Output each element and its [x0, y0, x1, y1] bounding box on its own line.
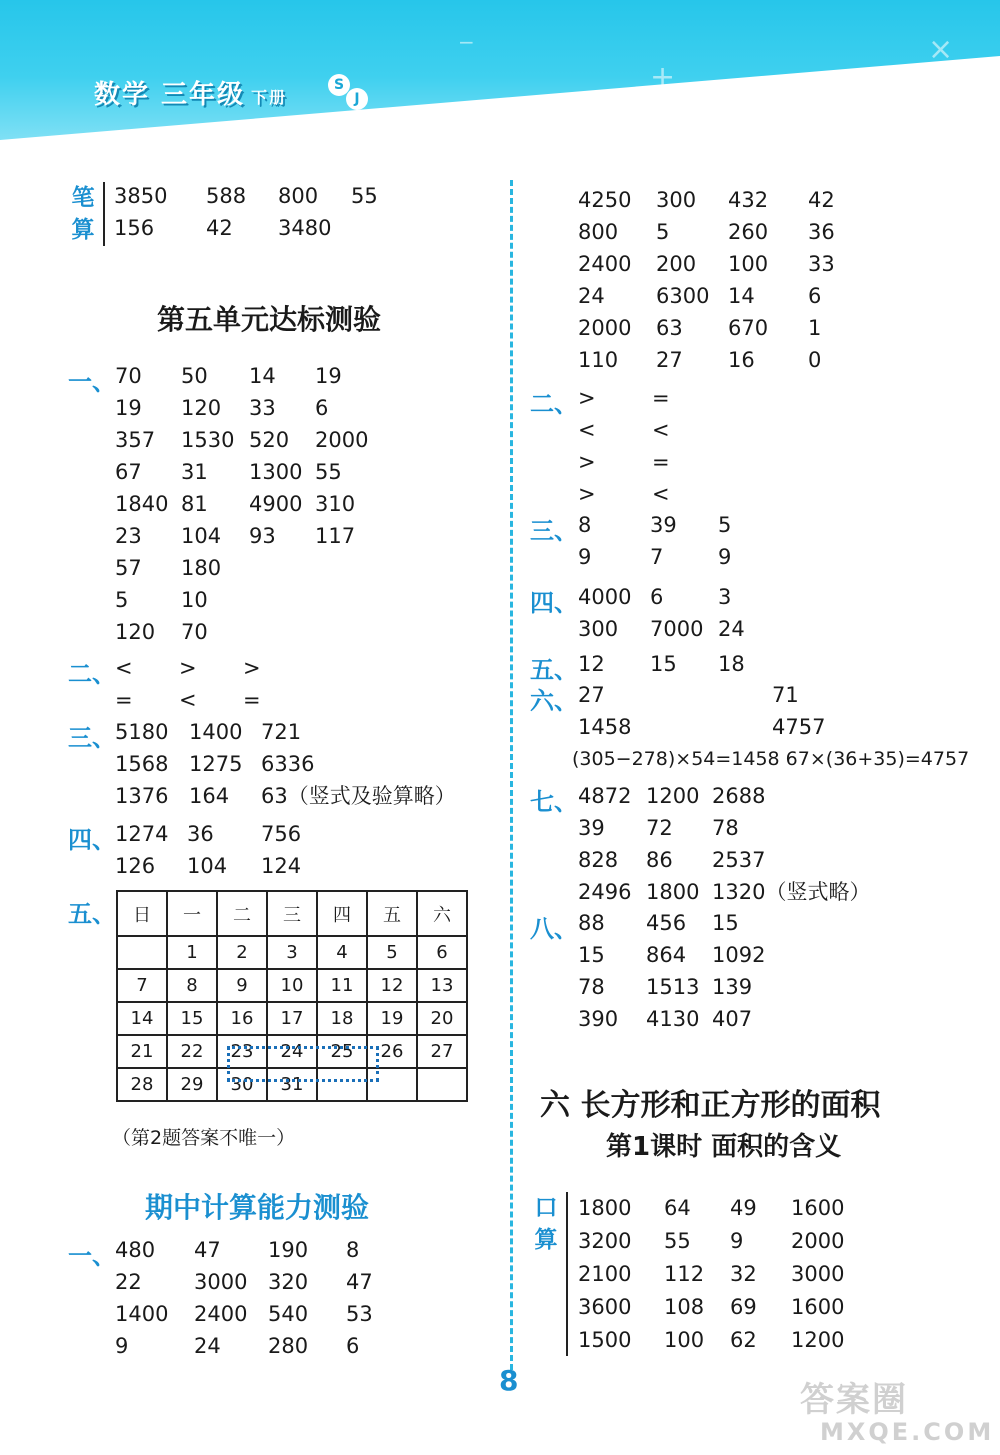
calendar-day-cell: 25	[317, 1035, 367, 1068]
answer-value: 69	[730, 1295, 757, 1319]
question-number-label: 一、	[68, 367, 116, 396]
answer-value: =	[652, 450, 670, 474]
answer-value: 55	[351, 184, 378, 208]
answer-value: 42	[808, 188, 835, 212]
answer-value: 15	[578, 943, 605, 967]
calendar-day-cell: 17	[267, 1002, 317, 1035]
watermark-logo: 答案圈	[800, 1380, 908, 1420]
answer-value: 23	[115, 524, 142, 548]
answer-value: 8	[578, 513, 592, 537]
answer-value: 5	[718, 513, 732, 537]
answer-value: 14	[728, 284, 755, 308]
answer-value: 70	[181, 620, 208, 644]
book-volume: 下册	[251, 88, 288, 107]
answer-value: 540	[268, 1302, 309, 1326]
answer-value: <	[578, 418, 596, 442]
answer-value: 1200	[791, 1328, 845, 1352]
calendar-week-row	[117, 936, 467, 969]
calendar-note: （第2题答案不唯一）	[112, 1127, 296, 1149]
answer-value: >	[179, 656, 197, 680]
answer-value: 3000	[791, 1262, 845, 1286]
weekday-header: 一	[167, 891, 217, 936]
answer-value: 124	[261, 854, 302, 878]
answer-value: 4000	[578, 585, 632, 609]
answer-value: 1	[808, 316, 822, 340]
question-number-label: 三、	[530, 516, 578, 545]
calendar-day-cell: 8	[167, 969, 217, 1002]
answer-value: 47	[346, 1270, 373, 1294]
answer-value: 7	[650, 545, 664, 569]
answer-value: 78	[712, 816, 739, 840]
page-number: 8	[499, 1364, 519, 1397]
calendar-day-cell	[117, 936, 167, 969]
calendar-day-cell: 28	[117, 1068, 167, 1101]
calendar-day-cell: 6	[417, 936, 467, 969]
answer-value: 1513	[646, 975, 700, 999]
calendar-day-cell: 27	[417, 1035, 467, 1068]
answer-value: =	[115, 688, 133, 712]
weekday-header: 二	[217, 891, 267, 936]
answer-value: 828	[578, 848, 619, 872]
calendar-day-cell: 29	[167, 1068, 217, 1101]
weekday-header: 日	[117, 891, 167, 936]
answer-value: 63	[656, 316, 683, 340]
answer-value: 3	[718, 585, 732, 609]
answer-value: 800	[278, 184, 319, 208]
answer-value: 55	[315, 460, 342, 484]
answer-value: 180	[181, 556, 222, 580]
logo-j-badge: J	[346, 88, 368, 110]
answer-value: 6	[346, 1334, 360, 1358]
logo-s-badge: S	[328, 74, 350, 96]
answer-value: 120	[181, 396, 222, 420]
calendar-day-cell: 31	[267, 1068, 317, 1101]
answer-value: 33	[808, 252, 835, 276]
lesson-title: 第1课时 面积的含义	[606, 1132, 842, 1162]
watermark-url: MXQE.COM	[820, 1418, 995, 1446]
question-number-label: 一、	[68, 1241, 116, 1270]
answer-value: 4872	[578, 784, 632, 808]
answer-value: 588	[206, 184, 247, 208]
answer-value: 2400	[578, 252, 632, 276]
calendar-day-cell: 18	[317, 1002, 367, 1035]
header-banner	[0, 0, 1000, 140]
question-number-label: 七、	[530, 787, 578, 816]
calendar-day-cell: 16	[217, 1002, 267, 1035]
answer-value: 70	[115, 364, 142, 388]
plus-sign-icon: +	[650, 60, 676, 95]
calendar-day-cell: 21	[117, 1035, 167, 1068]
answer-value: 6336	[261, 752, 315, 776]
answer-value: 2537	[712, 848, 766, 872]
answer-value: 310	[315, 492, 356, 516]
answer-value: 2000	[578, 316, 632, 340]
weekday-header: 四	[317, 891, 367, 936]
midterm-title: 期中计算能力测验	[145, 1191, 370, 1224]
answer-value: 71	[772, 683, 799, 707]
answer-value: 2688	[712, 784, 766, 808]
answer-value: 24	[578, 284, 605, 308]
answer-value: 260	[728, 220, 769, 244]
answer-value: 190	[268, 1238, 309, 1262]
answer-value: 320	[268, 1270, 309, 1294]
answer-value: 36	[187, 822, 214, 846]
publisher-logo	[328, 74, 370, 110]
answer-value: 9	[578, 545, 592, 569]
answer-value: 100	[728, 252, 769, 276]
calendar-header-row	[117, 891, 467, 936]
answer-value: 16	[728, 348, 755, 372]
answer-value: <	[115, 656, 133, 680]
answer-value: 3000	[194, 1270, 248, 1294]
answer-value: 18	[718, 652, 745, 676]
answer-value: 72	[646, 816, 673, 840]
answer-value: 10	[181, 588, 208, 612]
answer-value: 4130	[646, 1007, 700, 1031]
answer-value: 357	[115, 428, 156, 452]
answer-value: 7000	[650, 617, 704, 641]
answer-value: 88	[578, 911, 605, 935]
answer-value: <	[652, 482, 670, 506]
question-number-label: 八、	[530, 914, 578, 943]
answer-value: 390	[578, 1007, 619, 1031]
answer-value: 1458	[578, 715, 632, 739]
calendar-day-cell	[417, 1068, 467, 1101]
written-calc-label: 算	[71, 217, 95, 243]
answer-value: 156	[114, 216, 155, 240]
mental-calc-label: 算	[534, 1227, 558, 1253]
answer-value: 22	[115, 1270, 142, 1294]
answer-value: 93	[249, 524, 276, 548]
question-number-label: 三、	[68, 723, 116, 752]
answer-value: 86	[646, 848, 673, 872]
answer-value: >	[578, 386, 596, 410]
answer-value: 62	[730, 1328, 757, 1352]
answer-value: 300	[578, 617, 619, 641]
answer-value: 1300	[249, 460, 303, 484]
answer-value: 6	[315, 396, 329, 420]
answer-value: 2100	[578, 1262, 632, 1286]
answer-value: 24	[718, 617, 745, 641]
answer-value: 164	[189, 784, 230, 808]
question-number-label: 二、	[68, 659, 116, 688]
answer-value: 1600	[791, 1196, 845, 1220]
answer-value: 721	[261, 720, 302, 744]
answer-value: >	[578, 482, 596, 506]
answer-value: 4900	[249, 492, 303, 516]
answer-value: 32	[730, 1262, 757, 1286]
calendar-day-cell: 15	[167, 1002, 217, 1035]
answer-value: 1274	[115, 822, 169, 846]
answer-value: 15	[712, 911, 739, 935]
calendar-day-cell: 13	[417, 969, 467, 1002]
answer-value: 1600	[791, 1295, 845, 1319]
answer-value: 456	[646, 911, 687, 935]
answer-value: 64	[664, 1196, 691, 1220]
question-number-label: 四、	[530, 588, 578, 617]
answer-value: 1092	[712, 943, 766, 967]
answer-value: 81	[181, 492, 208, 516]
answer-value: 9	[718, 545, 732, 569]
answer-value: 300	[656, 188, 697, 212]
answer-value: 24	[194, 1334, 221, 1358]
answer-value: 9	[115, 1334, 129, 1358]
answer-value: 67	[115, 460, 142, 484]
minus-sign-icon: −	[458, 30, 475, 54]
question-number-label: 五、	[68, 899, 116, 928]
label-bar	[103, 182, 105, 246]
answer-value: 120	[115, 620, 156, 644]
answer-value: 5	[656, 220, 670, 244]
calendar-day-cell: 24	[267, 1035, 317, 1068]
answer-value: 50	[181, 364, 208, 388]
calendar-day-cell: 20	[417, 1002, 467, 1035]
answer-value: 31	[181, 460, 208, 484]
answer-value: 2000	[791, 1229, 845, 1253]
calendar-day-cell: 11	[317, 969, 367, 1002]
answer-value: 8	[346, 1238, 360, 1262]
calendar-day-cell: 26	[367, 1035, 417, 1068]
answer-value: 756	[261, 822, 302, 846]
answer-value: 49	[730, 1196, 757, 1220]
answer-value: 6	[650, 585, 664, 609]
answer-value: 12	[578, 652, 605, 676]
calendar-day-cell: 4	[317, 936, 367, 969]
answer-value: 280	[268, 1334, 309, 1358]
answer-value: 57	[115, 556, 142, 580]
answer-value: 33	[249, 396, 276, 420]
answer-value: 1568	[115, 752, 169, 776]
calendar-day-cell: 19	[367, 1002, 417, 1035]
answer-value: 800	[578, 220, 619, 244]
calendar-day-cell: 12	[367, 969, 417, 1002]
answer-value: 407	[712, 1007, 753, 1031]
mental-calc-label: 口	[534, 1195, 558, 1221]
answer-value: 200	[656, 252, 697, 276]
calendar-day-cell: 7	[117, 969, 167, 1002]
calendar-week-row	[117, 1002, 467, 1035]
answer-value: 1800	[578, 1196, 632, 1220]
answer-value: 3850	[114, 184, 168, 208]
column-divider	[510, 180, 513, 1370]
answer-value: 1400	[115, 1302, 169, 1326]
answer-value: 47	[194, 1238, 221, 1262]
answer-value: 4250	[578, 188, 632, 212]
answer-value: 27	[656, 348, 683, 372]
unit5-title: 第五单元达标测验	[157, 303, 382, 336]
question-number-label: 六、	[530, 686, 578, 715]
written-calc-label: 笔	[71, 185, 95, 211]
answer-value: 1275	[189, 752, 243, 776]
answer-value: 1840	[115, 492, 169, 516]
multiply-sign-icon: ×	[928, 32, 954, 67]
answer-value: 112	[664, 1262, 705, 1286]
calendar-day-cell: 9	[217, 969, 267, 1002]
answer-value: <	[179, 688, 197, 712]
calendar-day-cell: 1	[167, 936, 217, 969]
question-number-label: 五、	[530, 655, 578, 684]
answer-value: 3480	[278, 216, 332, 240]
answer-value: 104	[181, 524, 222, 548]
answer-value: 15	[650, 652, 677, 676]
label-bar	[566, 1192, 568, 1356]
calendar-day-cell: 10	[267, 969, 317, 1002]
answer-value: 520	[249, 428, 290, 452]
weekday-header: 六	[417, 891, 467, 936]
chapter-title: 六 长方形和正方形的面积	[540, 1088, 881, 1123]
answer-value: 1400	[189, 720, 243, 744]
answer-value: 480	[115, 1238, 156, 1262]
answer-value: 53	[346, 1302, 373, 1326]
answer-value: 1200	[646, 784, 700, 808]
answer-value: 6300	[656, 284, 710, 308]
answer-value: 3200	[578, 1229, 632, 1253]
answer-value: 78	[578, 975, 605, 999]
answer-value: 100	[664, 1328, 705, 1352]
answer-value: 1530	[181, 428, 235, 452]
answer-value: 19	[115, 396, 142, 420]
weekday-header: 五	[367, 891, 417, 936]
answer-value: 1500	[578, 1328, 632, 1352]
answer-value: >	[243, 656, 261, 680]
answer-value: =	[652, 386, 670, 410]
answer-value: 36	[808, 220, 835, 244]
calendar-day-cell: 3	[267, 936, 317, 969]
answer-value: 432	[728, 188, 769, 212]
answer-value: 9	[730, 1229, 744, 1253]
answer-value: 14	[249, 364, 276, 388]
answer-value: 126	[115, 854, 156, 878]
equation-line: (305−278)×54=1458 67×(36+35)=4757	[572, 748, 970, 770]
answer-value: 5	[115, 588, 129, 612]
answer-value: 117	[315, 524, 356, 548]
answer-value: 39	[650, 513, 677, 537]
answer-value: 104	[187, 854, 228, 878]
answer-value: 55	[664, 1229, 691, 1253]
calendar-highlight-box	[227, 1046, 379, 1082]
answer-value: 864	[646, 943, 687, 967]
answer-value: 3600	[578, 1295, 632, 1319]
question-number-label: 四、	[68, 825, 116, 854]
answer-value: 2496	[578, 880, 632, 904]
answer-value: 27	[578, 683, 605, 707]
answer-value: <	[652, 418, 670, 442]
answer-value: 39	[578, 816, 605, 840]
answer-value: =	[243, 688, 261, 712]
answer-value: >	[578, 450, 596, 474]
answer-value: 670	[728, 316, 769, 340]
answer-value: 42	[206, 216, 233, 240]
book-title: 数学 三年级 下册	[94, 80, 288, 110]
answer-value: 2400	[194, 1302, 248, 1326]
question-number-label: 二、	[530, 389, 578, 418]
answer-value: 1320（竖式略）	[712, 880, 871, 904]
answer-value: 63（竖式及验算略）	[261, 784, 456, 808]
answer-value: 108	[664, 1295, 705, 1319]
calendar-day-cell: 22	[167, 1035, 217, 1068]
weekday-header: 三	[267, 891, 317, 936]
answer-value: 0	[808, 348, 822, 372]
answer-value: 19	[315, 364, 342, 388]
calendar-day-cell: 2	[217, 936, 267, 969]
answer-value: 4757	[772, 715, 826, 739]
answer-value: 139	[712, 975, 753, 999]
answer-value: 5180	[115, 720, 169, 744]
answer-value: 1800	[646, 880, 700, 904]
answer-value: 1376	[115, 784, 169, 808]
calendar-day-cell: 30	[217, 1068, 267, 1101]
answer-value: 6	[808, 284, 822, 308]
calendar-day-cell: 14	[117, 1002, 167, 1035]
calendar-week-row	[117, 969, 467, 1002]
calendar-day-cell: 23	[217, 1035, 267, 1068]
calendar-day-cell: 5	[367, 936, 417, 969]
answer-value: 2000	[315, 428, 369, 452]
answer-value: 110	[578, 348, 619, 372]
